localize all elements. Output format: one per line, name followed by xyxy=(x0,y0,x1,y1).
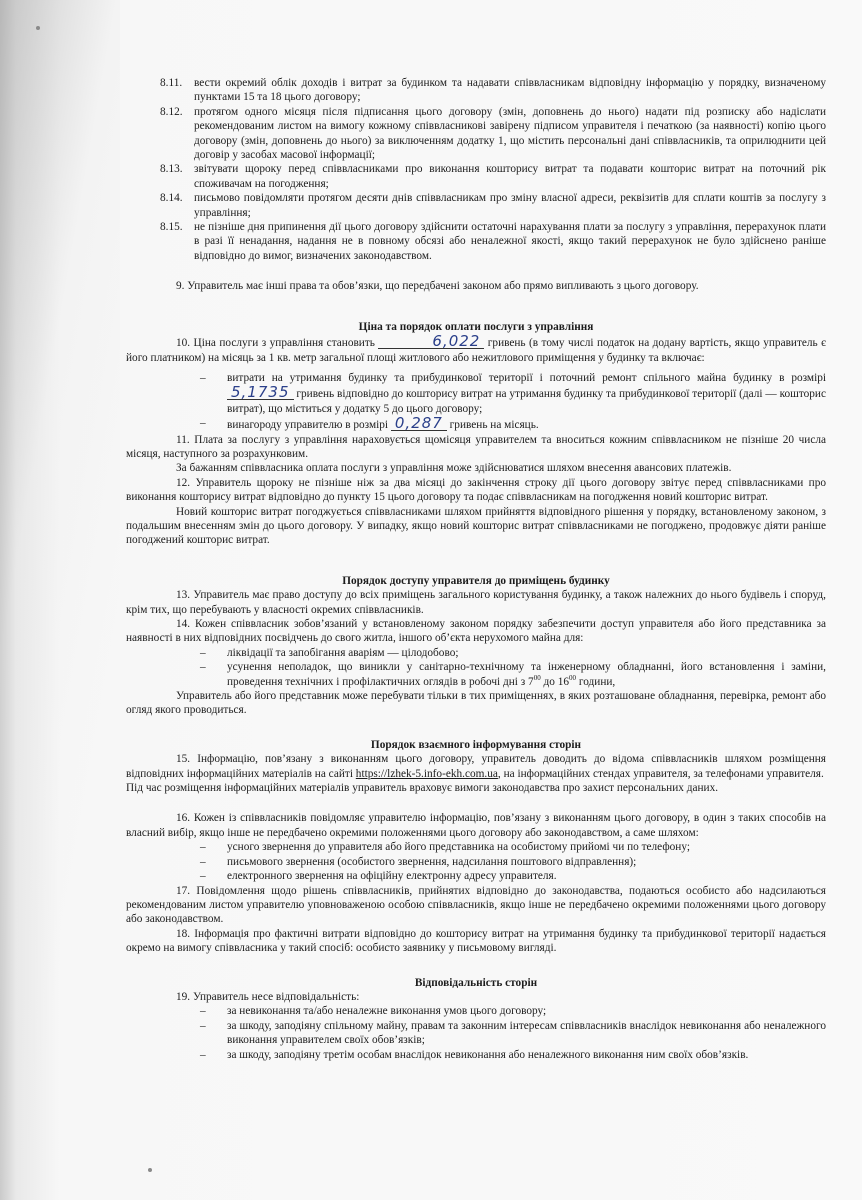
item-number: 8.12. xyxy=(160,105,183,118)
handwritten-reward: 0,287 xyxy=(391,416,447,431)
paragraph-12: 12. Управитель щороку не пізніше ніж за два місяці до закінчення строку дії цього договору звітує перед співвласниками про виконання кошторису витрат відповідно до пункту 15 цього договору та подає співвласникам на погодження новий кошторис витрат. xyxy=(126,476,826,504)
paragraph-19: 19. Управитель несе відповідальність: xyxy=(176,990,360,1003)
paragraph-11b: За бажанням співвласника оплата послуги з управління може здійснюватися шляхом внесення авансових платежів. xyxy=(176,462,732,475)
paragraph-13: 13. Управитель має право доступу до всіх приміщень загального користування будинку, а також належних до нього будівель і споруд, крім тих, що перебувають у власності окремих співвласників. xyxy=(126,589,826,616)
item-number: 8.13. xyxy=(160,163,183,176)
paragraph-17: 17. Повідомлення щодо рішень співвласників, прийнятих відповідно до законодавства, подаються особисто або надсилаються рекомендованим листом управителю уповноваженою особою співвласників, якщо інше не передбачено окремими положеннями цього договору або законодавством. xyxy=(126,884,826,926)
item-text: звітувати щороку перед співвласниками про виконання кошторису витрат та подавати кошторис витрат на поточний рік споживачам на погодження; xyxy=(194,163,826,190)
list-item xyxy=(126,191,826,220)
paragraph-15: 15. Інформацію, пов’язану з виконанням цього договору, управитель доводить до відома співвласників шляхом розміщення відповідних інформаційних матеріалів на сайті https://lzhek-5.info-ekh.com.ua, на інформаційних стендах управителя, за телефонами управителя. xyxy=(126,753,826,780)
item-text: протягом одного місяця після підписання цього договору (змін, доповнень до нього) надати під розписку або надіслати рекомендованим листом на вимогу кожному співвласникові завірену підписом управителя і печаткою (за наявності) копію цього договору (змін, доповнень до нього) за виключенням додатку 1, що містить персональні дані співвласників, та оприлюднити цей договір у засобах масової інформації; xyxy=(194,105,826,162)
list-item xyxy=(126,220,826,263)
item-text: письмово повідомляти протягом десяти днів співвласникам про зміну власної адреси, реквізитів для сплати коштів за послугу з управління; xyxy=(194,192,826,219)
list-item xyxy=(126,105,826,163)
page-fold-shadow xyxy=(0,0,120,1200)
list-item xyxy=(126,76,826,105)
paragraph-12b: Новий кошторис витрат погоджується співвласниками шляхом прийняття відповідного рішення у порядку, встановленому законом, з подальшим внесенням змін до цього договору. У випадку, якщо новий кошторис витрат співвласниками не погоджено, продовжує діяти раніше погоджений кошторис витрат. xyxy=(126,505,826,547)
access-emergency: – ліквідації та запобігання аваріям — цілодобово; xyxy=(200,646,459,659)
price-component-maintenance: – витрати на утримання будинку та прибудинкової території і поточний ремонт спільного майна будинку в розмірі 5,1735 гривень відповідно до кошторису витрат на утримання будинку та прибудинкової території (далі — кошторис витрат), що міститься у додатку 5 до цього договору; xyxy=(200,371,826,415)
info-method-oral: – усного звернення до управителя або його представника на особистому прийомі чи по телефону; xyxy=(200,841,690,854)
list-item xyxy=(126,162,826,191)
info-method-written: – письмового звернення (особистого звернення, надсилання поштового відправлення); xyxy=(200,855,637,868)
section-title-access: Порядок доступу управителя до приміщень будинку xyxy=(342,574,610,587)
info-method-electronic: – електронного звернення на офіційну електронну адресу управителя. xyxy=(200,870,557,883)
paragraph-9: 9. Управитель має інші права та обов’язки, що передбачені законом або прямо випливають з цього договору. xyxy=(176,280,699,293)
handwritten-price: 6,022 xyxy=(378,334,484,349)
paragraph-10: 10. Ціна послуги з управління становить 6,022 гривень (в тому числі податок на додану вартість, якщо управитель є його платником) на місяць за 1 кв. метр загальної площі житлового або нежитлового приміщення у будинку та включає: xyxy=(126,332,826,364)
paragraph-14: 14. Кожен співвласник зобов’язаний у встановленому законом порядку забезпечити доступ управителя або його представника за наявності в них відповідних посвідчень до свого житла, іншого об’єкта нерухомого майна для: xyxy=(126,618,826,645)
responsibility-2: – за шкоду, заподіяну спільному майну, правам та законним інтересам співвласників внаслідок невиконання або неналежного виконання управителем своїх обов’язків; xyxy=(200,1019,826,1047)
item-text: не пізніше дня припинення дії цього договору здійснити остаточні нарахування плати за послугу з управління, перерахунок плати в разі її ненадання, надання не в повному обсязі або неналежної якості, якщо такий перерахунок не було здійснено раніше відповідно до вимог, визначених законодавством. xyxy=(194,221,826,262)
item-number: 8.14. xyxy=(160,192,183,205)
handwritten-maintenance-cost: 5,1735 xyxy=(227,385,294,400)
scan-speck xyxy=(36,26,40,30)
website-link[interactable]: https://lzhek-5.info-ekh.com.ua xyxy=(355,767,498,780)
price-component-reward: – винагороду управителю в розмірі 0,287 гривень на місяць. xyxy=(200,414,539,433)
obligations-list xyxy=(126,76,826,263)
item-text: вести окремий облік доходів і витрат за будинком та надавати співвласникам відповідну інформацію у порядку, визначеному пунктами 15 та 18 цього договору; xyxy=(194,77,826,104)
section-title-price: Ціна та порядок оплати послуги з управління xyxy=(358,320,594,333)
access-repairs: – усунення неполадок, що виникли у санітарно-технічному та інженерному обладнанні, його встановлення і заміни, проведення технічних і профілактичних оглядів в робочі дні з $7^{00}$ до $16^{00}$ години, xyxy=(200,661,826,688)
scan-speck xyxy=(148,1168,152,1172)
responsibility-1: – за невиконання та/або неналежне виконання умов цього договору; xyxy=(200,1005,547,1018)
section-title-responsibility: Відповідальність сторін xyxy=(414,976,538,989)
paragraph-11: 11. Плата за послугу з управління нараховується щомісяця управителем та вноситься кожним співвласником не пізніше 20 числа місяця, наступного за розрахунковим. xyxy=(126,433,826,460)
paragraph-15c: Під час розміщення інформаційних матеріалів управитель враховує вимоги законодавства про захист персональних даних. xyxy=(126,782,719,795)
paragraph-14b: Управитель або його представник може перебувати тільки в тих приміщеннях, в яких розташоване обладнання, перевірка, ремонт або огляд якого проводиться. xyxy=(126,690,826,717)
document-body xyxy=(126,76,826,1062)
paragraph-18: 18. Інформація про фактичні витрати відповідно до кошторису витрат на утримання будинку та прибудинкової території надається окремо на вимогу співвласника у такий спосіб: особисто заявнику у письмовому вигляді. xyxy=(126,927,826,955)
responsibility-3: – за шкоду, заподіяну третім особам внаслідок невиконання або неналежного виконання ним своїх обов’язків. xyxy=(200,1048,749,1061)
paragraph-16: 16. Кожен із співвласників повідомляє управителю інформацію, пов’язану з виконанням цього договору, в один з таких способів на власний вибір, якщо інше не передбачено окремими положеннями цього договору або законодавством, а саме шляхом: xyxy=(126,812,826,839)
item-number: 8.15. xyxy=(160,221,183,234)
item-number: 8.11. xyxy=(160,77,183,89)
section-title-info: Порядок взаємного інформування сторін xyxy=(370,738,582,751)
